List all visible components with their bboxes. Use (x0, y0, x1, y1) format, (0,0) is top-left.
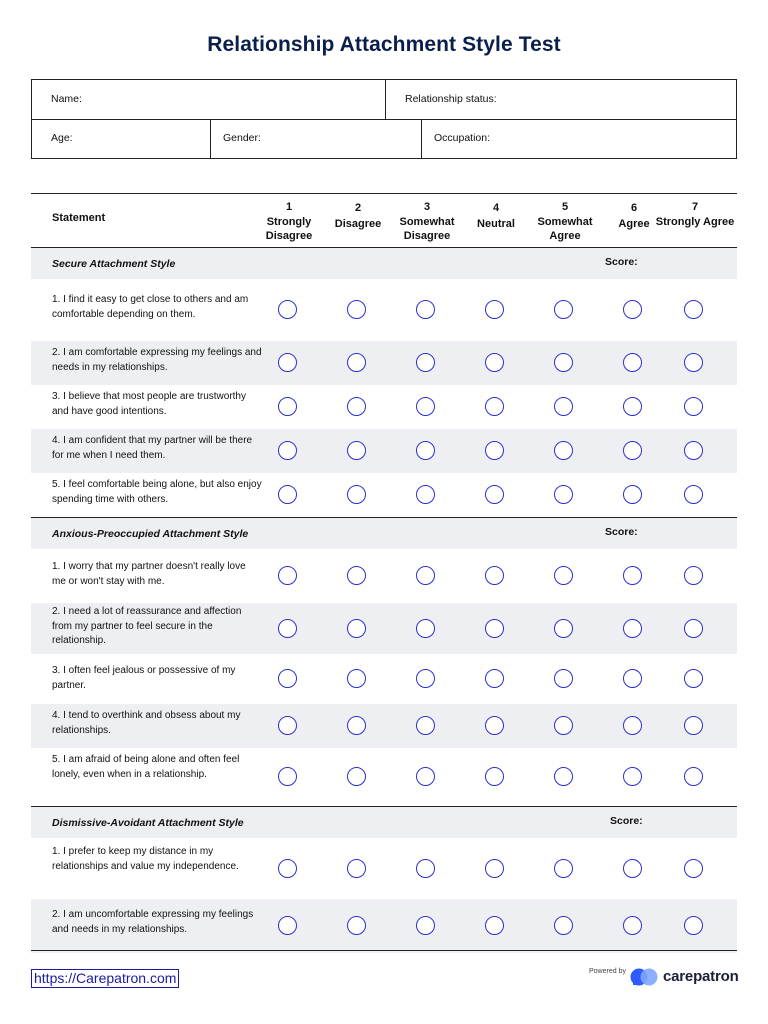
scale-number: 7 (691, 201, 699, 213)
rating-radio-3[interactable] (416, 300, 435, 319)
statement-row (31, 549, 737, 603)
rating-radio-7[interactable] (684, 916, 703, 935)
rating-radio-7[interactable] (684, 859, 703, 878)
scale-label: Neutral (477, 217, 515, 230)
rating-radio-1[interactable] (278, 485, 297, 504)
statement-row (31, 385, 737, 429)
rating-radio-6[interactable] (623, 619, 642, 638)
rating-radio-2[interactable] (347, 441, 366, 460)
rating-radio-1[interactable] (278, 859, 297, 878)
rating-radio-6[interactable] (623, 300, 642, 319)
rating-radio-6[interactable] (623, 859, 642, 878)
rating-radio-4[interactable] (485, 619, 504, 638)
rating-radio-5[interactable] (554, 441, 573, 460)
statement-text: 2. I need a lot of reassurance and affection from my partner to feel secure in the relationship. (52, 606, 242, 646)
rating-radio-2[interactable] (347, 859, 366, 878)
rating-radio-6[interactable] (623, 669, 642, 688)
table-bottom-rule (31, 950, 737, 951)
rating-radio-3[interactable] (416, 441, 435, 460)
statement-text: 1. I prefer to keep my distance in my relationships and value my independence. (52, 846, 239, 872)
occupation-field[interactable]: Occupation: (421, 119, 736, 158)
rating-radio-6[interactable] (623, 441, 642, 460)
rating-radio-7[interactable] (684, 619, 703, 638)
rating-radio-4[interactable] (485, 566, 504, 585)
scale-header-2 (318, 200, 398, 231)
rating-radio-3[interactable] (416, 859, 435, 878)
rating-radio-7[interactable] (684, 397, 703, 416)
rating-radio-3[interactable] (416, 566, 435, 585)
rating-radio-7[interactable] (684, 767, 703, 786)
rating-radio-6[interactable] (623, 397, 642, 416)
rating-radio-4[interactable] (485, 441, 504, 460)
rating-radio-2[interactable] (347, 716, 366, 735)
brand-wordmark: carepatron (663, 968, 739, 985)
rating-radio-2[interactable] (347, 619, 366, 638)
rating-radio-3[interactable] (416, 767, 435, 786)
rating-radio-2[interactable] (347, 300, 366, 319)
relationship-status-field[interactable]: Relationship status: (385, 80, 736, 119)
scale-number: 6 (630, 202, 638, 214)
rating-radio-6[interactable] (623, 767, 642, 786)
rating-radio-1[interactable] (278, 566, 297, 585)
rating-radio-1[interactable] (278, 916, 297, 935)
scale-number: 2 (354, 202, 362, 214)
rating-radio-6[interactable] (623, 716, 642, 735)
name-field[interactable]: Name: (51, 93, 82, 105)
section-header (31, 806, 737, 838)
rating-radio-1[interactable] (278, 669, 297, 688)
scale-number: 3 (423, 201, 431, 213)
scale-label: Strongly Disagree (265, 215, 313, 242)
rating-radio-7[interactable] (684, 353, 703, 372)
age-field[interactable]: Age: (51, 132, 73, 144)
scale-number: 5 (561, 201, 569, 213)
rating-radio-6[interactable] (623, 566, 642, 585)
rating-radio-5[interactable] (554, 397, 573, 416)
rating-radio-5[interactable] (554, 485, 573, 504)
carepatron-logo-icon (630, 967, 660, 987)
rating-radio-3[interactable] (416, 353, 435, 372)
rating-radio-4[interactable] (485, 916, 504, 935)
score-label: Score: (605, 256, 638, 268)
statement-text: 2. I am comfortable expressing my feelings and needs in my relationships. (52, 347, 262, 373)
section-title: Secure Attachment Style (52, 258, 176, 270)
score-label: Score: (605, 526, 638, 538)
rating-radio-2[interactable] (347, 485, 366, 504)
rating-radio-5[interactable] (554, 619, 573, 638)
rating-radio-5[interactable] (554, 566, 573, 585)
rating-radio-4[interactable] (485, 485, 504, 504)
scale-number: 1 (285, 201, 293, 213)
rating-radio-5[interactable] (554, 716, 573, 735)
rating-radio-4[interactable] (485, 669, 504, 688)
rating-radio-2[interactable] (347, 916, 366, 935)
statement-row (31, 899, 737, 953)
rating-radio-4[interactable] (485, 353, 504, 372)
scale-header-5 (525, 200, 605, 244)
scale-header-7 (655, 200, 735, 229)
rating-radio-5[interactable] (554, 353, 573, 372)
rating-radio-7[interactable] (684, 716, 703, 735)
scale-label: Agree (618, 217, 650, 230)
statement-text: 1. I worry that my partner doesn't really love me or won't stay with me. (52, 561, 246, 587)
scale-label: Disagree (334, 217, 382, 230)
rating-radio-6[interactable] (623, 485, 642, 504)
page-title: Relationship Attachment Style Test (207, 33, 561, 56)
gender-field[interactable]: Gender: (210, 119, 421, 158)
section-title: Dismissive-Avoidant Attachment Style (52, 817, 244, 829)
rating-radio-4[interactable] (485, 767, 504, 786)
attachment-scale-table (31, 193, 737, 953)
rating-radio-6[interactable] (623, 353, 642, 372)
scale-label: Somewhat Agree (537, 215, 593, 242)
rating-radio-1[interactable] (278, 767, 297, 786)
rating-radio-1[interactable] (278, 619, 297, 638)
rating-radio-6[interactable] (623, 916, 642, 935)
rating-radio-7[interactable] (684, 485, 703, 504)
statement-text: 5. I feel comfortable being alone, but also enjoy spending time with others. (52, 479, 262, 505)
scale-header-4 (456, 200, 536, 231)
rating-radio-2[interactable] (347, 353, 366, 372)
statement-row (31, 429, 737, 473)
rating-radio-3[interactable] (416, 485, 435, 504)
info-row-1 (32, 80, 736, 120)
scale-header-1 (249, 200, 329, 244)
statement-text: 3. I often feel jealous or possessive of my partner. (52, 665, 236, 691)
client-info-table (31, 79, 737, 159)
statement-row (31, 473, 737, 517)
scale-number: 4 (492, 202, 500, 214)
rating-radio-1[interactable] (278, 441, 297, 460)
table-header (31, 194, 737, 248)
rating-radio-1[interactable] (278, 716, 297, 735)
scale-label: Somewhat Disagree (399, 215, 455, 242)
statement-text: 4. I tend to overthink and obsess about my relationships. (52, 710, 241, 736)
scale-header-3 (387, 200, 467, 244)
rating-radio-7[interactable] (684, 566, 703, 585)
powered-by-label: Powered by (589, 968, 626, 975)
statement-row (31, 838, 737, 899)
statement-row (31, 603, 737, 654)
info-row-2 (32, 119, 736, 158)
section-title: Anxious-Preoccupied Attachment Style (52, 528, 249, 540)
rating-radio-5[interactable] (554, 669, 573, 688)
rating-radio-2[interactable] (347, 566, 366, 585)
rating-radio-3[interactable] (416, 397, 435, 416)
rating-radio-5[interactable] (554, 300, 573, 319)
rating-radio-2[interactable] (347, 767, 366, 786)
rating-radio-1[interactable] (278, 353, 297, 372)
rating-radio-4[interactable] (485, 300, 504, 319)
rating-radio-5[interactable] (554, 916, 573, 935)
statement-row (31, 704, 737, 748)
rating-radio-1[interactable] (278, 300, 297, 319)
rating-radio-2[interactable] (347, 669, 366, 688)
rating-radio-4[interactable] (485, 859, 504, 878)
rating-radio-3[interactable] (416, 669, 435, 688)
section-header (31, 517, 737, 549)
rating-radio-7[interactable] (684, 300, 703, 319)
rating-radio-5[interactable] (554, 859, 573, 878)
score-label: Score: (610, 815, 643, 827)
carepatron-link[interactable]: https://Carepatron.com (31, 969, 179, 988)
statement-text: 1. I find it easy to get close to others and am comfortable depending on them. (52, 294, 249, 320)
rating-radio-1[interactable] (278, 397, 297, 416)
rating-radio-3[interactable] (416, 619, 435, 638)
statement-text: 4. I am confident that my partner will be there for me when I need them. (52, 435, 253, 461)
statement-row (31, 654, 737, 704)
rating-radio-2[interactable] (347, 397, 366, 416)
rating-radio-5[interactable] (554, 767, 573, 786)
statement-text: 5. I am afraid of being alone and often feel lonely, even when in a relationship. (52, 754, 240, 780)
statement-header: Statement (52, 212, 106, 224)
rating-radio-7[interactable] (684, 669, 703, 688)
statement-row (31, 341, 737, 385)
section-header (31, 248, 737, 279)
rating-radio-7[interactable] (684, 441, 703, 460)
rating-radio-4[interactable] (485, 716, 504, 735)
rating-radio-4[interactable] (485, 397, 504, 416)
scale-label: Strongly Agree (655, 215, 735, 228)
statement-row (31, 279, 737, 341)
statement-text: 2. I am uncomfortable expressing my feelings and needs in my relationships. (52, 909, 254, 935)
statement-row (31, 748, 737, 806)
rating-radio-3[interactable] (416, 716, 435, 735)
statement-text: 3. I believe that most people are trustworthy and have good intentions. (52, 391, 246, 417)
rating-radio-3[interactable] (416, 916, 435, 935)
